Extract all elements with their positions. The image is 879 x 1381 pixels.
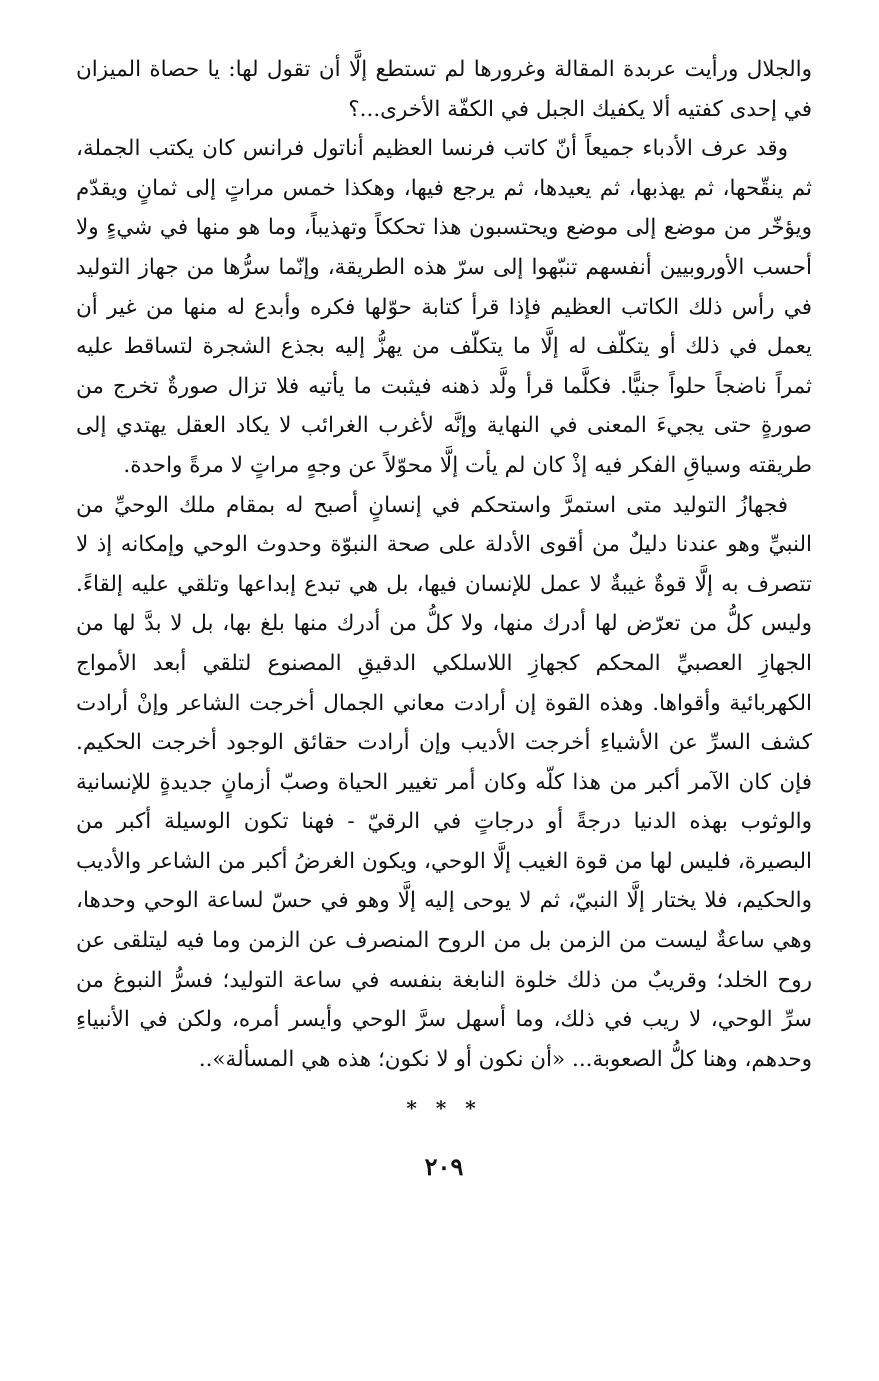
body-text xyxy=(76,50,812,1079)
section-separator: * * * xyxy=(406,1096,482,1121)
paragraph-3: فجهازُ التوليد متى استمرَّ واستحكم في إنسانٍ أصبح له بمقام ملك الوحيِّ من النبيِّ وهو عندنا دليلٌ من أقوى الأدلة على صحة النبوّة وحدوث الوحي وإمكانه إذ لا تتصرف به إلَّا قوةٌ غيبةٌ لا عمل للإنسان فيها، بل هي تبدع إبداعها وتلقي عليه إلقاءً. وليس كلُّ من تعرّض لها أدرك منها، ولا كلُّ من أدرك منها بلغ بها، بل لا بدَّ لها من الجهازِ العصبيِّ المحكم كجهازِ اللاسلكي الدقيقِ المصنوع لتلقي أبعد الأمواج الكهربائية وأقواها. وهذه القوة إن أرادت معاني الجمال أخرجت الشاعر وإنْ أرادت كشف السرِّ عن الأشياءِ أخرجت الأديب وإن أرادت حقائق الوجود أخرجت الحكيم. فإن كان الآمر أكبر من هذا كلّه وكان أمر تغيير الحياة وصبّ أزمانٍ جديدةٍ للإنسانية والوثوب بهذه الدنيا درجةً أو درجاتٍ في الرقيّ - فهنا تكون الوسيلة أكبر من البصيرة، فليس لها من قوة الغيب إلَّا الوحي، ويكون الغرضُ أكبر من الشاعر والأديب والحكيم، فلا يختار إلَّا النبيّ، ثم لا يوحى إليه إلَّا وهو في حسّ لساعة الوحي وحدها، وهي ساعةٌ ليست من الزمن بل من الروح المنصرف عن الزمن وما فيه ليتلقى عن روح الخلد؛ وقريبٌ من ذلك خلوة النابغة بنفسه في ساعة التوليد؛ فسرُّ النبوغ من سرِّ الوحي، لا ريب في ذلك، وما أسهل سرَّ الوحي وأيسر أمره، ولكن في الأنبياءِ وحدهم، وهنا كلُّ الصعوبة... «أن نكون أو لا نكون؛ هذه هي المسألة».. xyxy=(76,492,812,1072)
page-number: ٢٠٩ xyxy=(424,1152,464,1182)
paragraph-2: وقد عرف الأدباء جميعاً أنّ كاتب فرنسا العظيم أناتول فرانس كان يكتب الجملة، ثم ينقّحها، ثم يهذبها، ثم يعيدها، ثم يرجع فيها، وهكذا خمس مراتٍ إلى ثمانٍ ويقدّم ويؤخّر من موضع إلى موضع ويحتسبون هذا تحككاً وتهذيباً، وما هو منها في شيءٍ ولا أحسب الأوروبيين أنفسهم تنبّهوا إلى سرّ هذه الطريقة، وإنّما سرُّها من جهاز التوليد في رأس ذلك الكاتب العظيم فإذا قرأ كتابة حوّلها فكره وأبدع له منها من غير أن يعمل في ذلك أو يتكلّف له إلَّا ما يتكلّف من يهزُّ إليه بجذع الشجرة لتساقط عليه ثمراً ناضجاً حلواً جنيًّا. فكلَّما قرأ ولَّد ذهنه فيثبت ما يأتيه فلا تزال صورةٌ تخرج من صورةٍ حتى يجيءَ المعنى في النهاية وإنَّه لأغرب الغرائب لا يكاد العقل يهتدي إلى طريقته وسياقِ الفكر فيه إذْ كان لم يأت إلَّا محوّلاً عن وجهٍ مراتٍ لا مرةً واحدة. xyxy=(76,136,812,478)
book-page xyxy=(76,50,812,1350)
paragraph-1: والجلال ورأيت عربدة المقالة وغرورها لم تستطع إلَّا أن تقول لها: يا حصاة الميزان في إحدى كفتيه ألا يكفيك الجبل في الكفّة الأخرى...؟ xyxy=(76,57,812,122)
